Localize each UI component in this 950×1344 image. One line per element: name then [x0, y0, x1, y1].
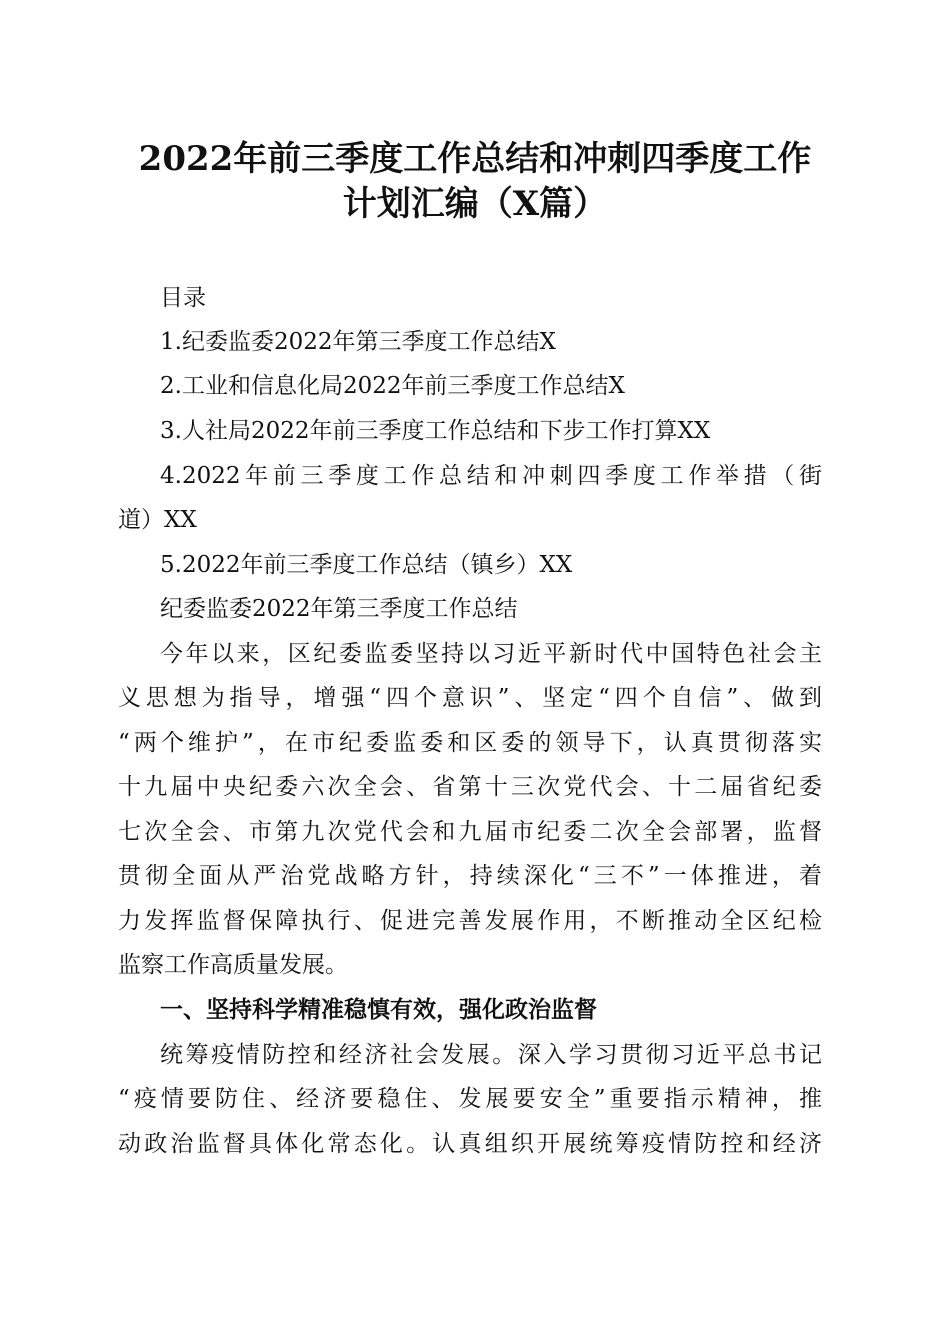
article-title: 纪委监委2022年第三季度工作总结: [160, 596, 518, 622]
paragraph-1-line: 十九届中央纪委六次全会、省第十三次党代会、十二届省纪委: [118, 774, 822, 800]
paragraph-1-line: 七次全会、市第九次党代会和九届市纪委二次全会部署，监督: [118, 819, 822, 845]
paragraph-1-line: 义思想为指导，增强“四个意识”、坚定“四个自信”、做到: [118, 685, 822, 711]
toc-item-1: 1.纪委监委2022年第三季度工作总结X: [160, 329, 556, 355]
paragraph-2-line: “疫情要防住、经济要稳住、发展要安全”重要指示精神，推: [118, 1086, 822, 1112]
toc-item-2: 2.工业和信息化局2022年前三季度工作总结X: [160, 373, 625, 399]
paragraph-1-line: 力发挥监督保障执行、促进完善发展作用，不断推动全区纪检: [118, 908, 822, 934]
toc-label: 目录: [160, 285, 206, 311]
paragraph-1-line: 监察工作高质量发展。: [118, 952, 348, 978]
paragraph-1-line: 贯彻全面从严治党战略方针，持续深化“三不”一体推进，着: [118, 863, 822, 889]
section-heading-1: 一、坚持科学精准稳慎有效，强化政治监督: [160, 997, 597, 1023]
toc-item-4-continued: 道）XX: [118, 507, 197, 533]
paragraph-1-line: 今年以来，区纪委监委坚持以习近平新时代中国特色社会主: [160, 641, 822, 667]
paragraph-1-line: “两个维护”，在市纪委监委和区委的领导下，认真贯彻落实: [118, 730, 822, 756]
toc-item-4: 4.2022年前三季度工作总结和冲刺四季度工作举措（街: [160, 463, 822, 489]
document-title-line-2: 计划汇编（X篇）: [342, 184, 608, 224]
document-title-line-1: 2022年前三季度工作总结和冲刺四季度工作: [138, 139, 812, 179]
toc-item-5: 5.2022年前三季度工作总结（镇乡）XX: [160, 552, 573, 578]
paragraph-2-line: 统筹疫情防控和经济社会发展。深入学习贯彻习近平总书记: [160, 1042, 822, 1068]
toc-item-3: 3.人社局2022年前三季度工作总结和下步工作打算XX: [160, 418, 711, 444]
paragraph-2-line: 动政治监督具体化常态化。认真组织开展统筹疫情防控和经济: [118, 1131, 822, 1157]
